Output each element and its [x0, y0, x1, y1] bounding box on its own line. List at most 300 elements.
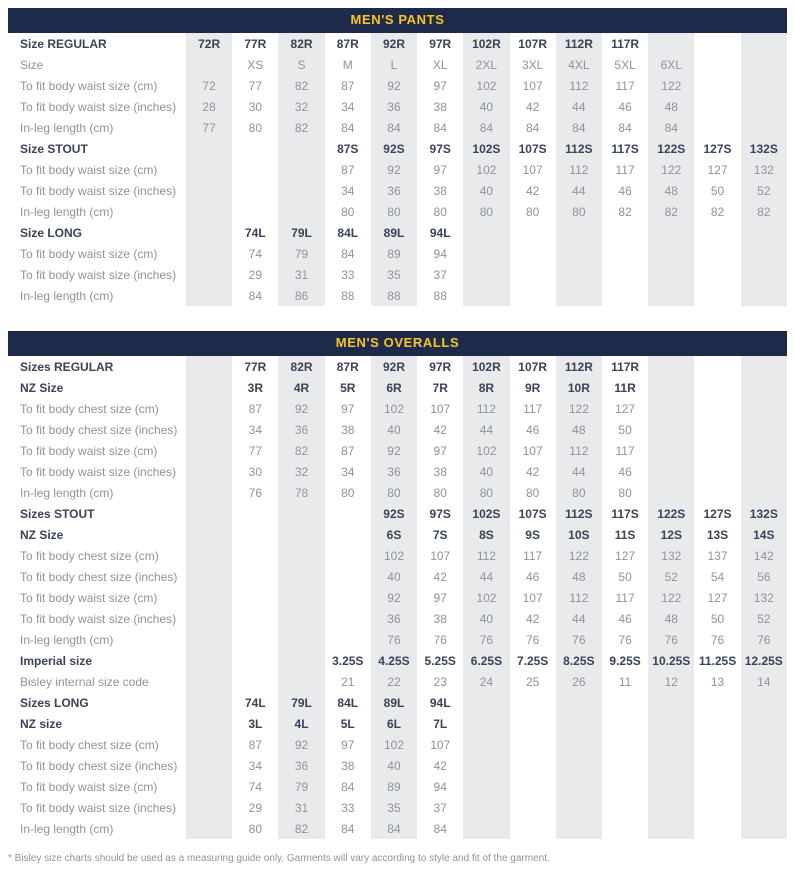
size-value-cell: 74: [248, 246, 262, 261]
empty-cell: [463, 264, 509, 285]
size-value-cell: 84: [248, 288, 262, 303]
empty-cell: [741, 419, 787, 440]
size-value-cell: 42: [525, 611, 540, 626]
size-value-cell: 112: [556, 159, 602, 180]
size-value-cell: 36: [371, 608, 417, 629]
empty-cell: [602, 243, 648, 264]
size-value-cell: 50: [710, 611, 725, 626]
empty-cell: [741, 755, 787, 776]
size-value-cell: 102S: [463, 503, 509, 524]
size-value-cell: 92R: [371, 356, 417, 377]
row-label: To fit body chest size (cm): [20, 737, 159, 752]
empty-cell: [602, 713, 648, 734]
empty-cell: [741, 692, 787, 713]
empty-cell: [278, 608, 324, 629]
size-value-cell: 80: [341, 485, 355, 500]
empty-cell: [325, 566, 371, 587]
empty-cell: [232, 524, 278, 545]
size-value-cell: 34: [341, 464, 355, 479]
size-value-cell: 9.25S: [609, 653, 641, 668]
size-value-cell: 7S: [432, 527, 448, 542]
empty-cell: [186, 776, 232, 797]
size-value-cell: 94: [433, 246, 447, 261]
table-row: [8, 629, 787, 650]
size-value-cell: 76: [371, 629, 417, 650]
empty-cell: [463, 776, 509, 797]
size-value-cell: 112: [463, 545, 509, 566]
empty-cell: [463, 692, 509, 713]
size-value-cell: 82R: [278, 356, 324, 377]
size-value-cell: 30: [248, 464, 262, 479]
empty-cell: [694, 356, 740, 377]
size-value-cell: 50: [710, 183, 725, 198]
empty-cell: [186, 671, 232, 692]
size-value-cell: 84: [618, 120, 632, 135]
table-row: [8, 671, 787, 692]
size-value-cell: 72: [186, 75, 232, 96]
size-value-cell: 42: [525, 183, 540, 198]
size-value-cell: 21: [341, 674, 355, 689]
size-value-cell: 82: [278, 440, 324, 461]
empty-cell: [232, 671, 278, 692]
size-value-cell: 23: [433, 674, 447, 689]
empty-cell: [694, 797, 740, 818]
row-label: To fit body waist size (cm): [20, 78, 158, 93]
size-value-cell: 127: [707, 162, 728, 177]
empty-cell: [510, 734, 556, 755]
size-value-cell: 38: [433, 99, 447, 114]
size-value-cell: 80: [433, 204, 447, 219]
empty-cell: [463, 755, 509, 776]
empty-cell: [694, 377, 740, 398]
empty-cell: [694, 440, 740, 461]
empty-cell: [186, 545, 232, 566]
size-value-cell: 24: [463, 671, 509, 692]
empty-cell: [510, 285, 556, 306]
size-value-cell: 84: [433, 120, 447, 135]
size-value-cell: 78: [278, 482, 324, 503]
size-value-cell: 54: [710, 569, 725, 584]
empty-cell: [463, 818, 509, 839]
empty-cell: [694, 264, 740, 285]
size-value-cell: 3.25S: [332, 653, 364, 668]
empty-cell: [556, 692, 602, 713]
table-row: [8, 419, 787, 440]
size-value-cell: 40: [463, 461, 509, 482]
empty-cell: [694, 285, 740, 306]
size-value-cell: 38: [433, 464, 447, 479]
size-value-cell: 79: [278, 243, 324, 264]
size-value-cell: 46: [525, 569, 540, 584]
empty-cell: [510, 222, 556, 243]
row-label: Size LONG: [20, 225, 83, 240]
row-label: To fit body chest size (inches): [20, 758, 178, 773]
empty-cell: [278, 629, 324, 650]
table-row: [8, 566, 787, 587]
row-label: To fit body waist size (cm): [20, 443, 158, 458]
size-value-cell: 84: [341, 120, 355, 135]
size-value-cell: 117: [523, 548, 543, 563]
size-value-cell: 74L: [244, 225, 266, 240]
empty-cell: [648, 692, 694, 713]
size-value-cell: 6.25S: [463, 650, 509, 671]
size-value-cell: 117: [615, 78, 635, 93]
size-value-cell: XS: [247, 57, 264, 72]
empty-cell: [694, 243, 740, 264]
size-value-cell: 50: [618, 569, 632, 584]
size-value-cell: 6R: [371, 377, 417, 398]
empty-cell: [186, 159, 232, 180]
size-value-cell: 92: [371, 440, 417, 461]
size-value-cell: 26: [556, 671, 602, 692]
empty-cell: [510, 692, 556, 713]
size-value-cell: 8S: [463, 524, 509, 545]
empty-cell: [741, 222, 787, 243]
empty-cell: [694, 117, 740, 138]
table-row: [8, 117, 787, 138]
empty-cell: [186, 377, 232, 398]
size-value-cell: 127: [615, 401, 636, 416]
size-value-cell: 3L: [248, 716, 263, 731]
table-row: [8, 75, 787, 96]
size-value-cell: 80: [556, 201, 602, 222]
size-value-cell: 13S: [706, 527, 729, 542]
size-value-cell: 80: [463, 201, 509, 222]
empty-cell: [325, 629, 371, 650]
empty-cell: [741, 96, 787, 117]
size-value-cell: 40: [463, 180, 509, 201]
empty-cell: [694, 818, 740, 839]
size-value-cell: 42: [433, 422, 447, 437]
size-value-cell: 107: [430, 548, 451, 563]
size-value-cell: 8.25S: [556, 650, 602, 671]
row-label: To fit body waist size (cm): [20, 779, 158, 794]
size-value-cell: 97: [433, 78, 447, 93]
size-value-cell: 32: [278, 461, 324, 482]
size-value-cell: 107: [522, 78, 543, 93]
empty-cell: [186, 54, 232, 75]
size-value-cell: 82: [710, 204, 725, 219]
empty-cell: [602, 692, 648, 713]
empty-cell: [186, 608, 232, 629]
size-value-cell: 80: [371, 201, 417, 222]
empty-cell: [510, 755, 556, 776]
size-value-cell: 34: [341, 99, 355, 114]
empty-cell: [602, 222, 648, 243]
size-value-cell: 77: [248, 443, 262, 458]
size-value-cell: 7.25S: [516, 653, 549, 668]
size-value-cell: 12: [648, 671, 694, 692]
size-value-cell: 48: [648, 180, 694, 201]
empty-cell: [741, 797, 787, 818]
footnote: * Bisley size charts should be used as a measuring guide only. Garments will vary according to style and fit of the garment.: [8, 853, 550, 864]
size-value-cell: 84L: [337, 225, 359, 240]
empty-cell: [556, 818, 602, 839]
size-value-cell: 29: [248, 800, 262, 815]
size-value-cell: 82: [648, 201, 694, 222]
row-label: Imperial size: [20, 653, 93, 668]
empty-cell: [602, 285, 648, 306]
size-value-cell: 40: [463, 96, 509, 117]
size-value-cell: 11: [618, 674, 632, 689]
size-value-cell: 102: [463, 440, 509, 461]
empty-cell: [648, 482, 694, 503]
size-value-cell: 97: [433, 443, 447, 458]
size-value-cell: 86: [278, 285, 324, 306]
size-value-cell: 107: [522, 162, 543, 177]
empty-cell: [186, 692, 232, 713]
size-value-cell: 107S: [518, 506, 547, 521]
row-label: Size: [20, 57, 44, 72]
empty-cell: [186, 440, 232, 461]
size-value-cell: 92: [278, 734, 324, 755]
size-value-cell: 7R: [432, 380, 448, 395]
size-value-cell: 102: [371, 545, 417, 566]
empty-cell: [510, 818, 556, 839]
size-value-cell: 127S: [703, 141, 732, 156]
row-label: To fit body chest size (cm): [20, 548, 159, 563]
table-row: [8, 734, 787, 755]
empty-cell: [232, 503, 278, 524]
size-value-cell: 92R: [371, 33, 417, 54]
empty-cell: [741, 54, 787, 75]
empty-cell: [694, 75, 740, 96]
size-value-cell: 22: [371, 671, 417, 692]
empty-cell: [186, 180, 232, 201]
size-value-cell: 112R: [556, 33, 602, 54]
size-value-cell: 6XL: [648, 54, 694, 75]
empty-cell: [741, 243, 787, 264]
empty-cell: [694, 54, 740, 75]
empty-cell: [556, 734, 602, 755]
empty-cell: [741, 734, 787, 755]
empty-cell: [648, 713, 694, 734]
size-value-cell: 92: [371, 587, 417, 608]
empty-cell: [232, 587, 278, 608]
empty-cell: [186, 629, 232, 650]
size-value-cell: 97: [433, 162, 447, 177]
size-value-cell: 92: [278, 398, 324, 419]
empty-cell: [278, 524, 324, 545]
empty-cell: [186, 222, 232, 243]
row-label: To fit body waist size (inches): [20, 464, 177, 479]
table-row: [8, 264, 787, 285]
table-row: [8, 713, 787, 734]
size-value-cell: 36: [371, 461, 417, 482]
size-value-cell: 82: [278, 117, 324, 138]
size-value-cell: 52: [741, 180, 787, 201]
empty-cell: [186, 398, 232, 419]
size-value-cell: 107: [430, 401, 451, 416]
size-value-cell: 38: [341, 758, 355, 773]
size-value-cell: 13: [710, 674, 725, 689]
empty-cell: [186, 713, 232, 734]
table-row: [8, 692, 787, 713]
size-value-cell: 80: [463, 482, 509, 503]
size-value-cell: 38: [433, 611, 447, 626]
size-value-cell: 40: [371, 755, 417, 776]
size-value-cell: 79: [278, 776, 324, 797]
size-value-cell: 122: [648, 159, 694, 180]
size-value-cell: 4.25S: [371, 650, 417, 671]
empty-cell: [648, 243, 694, 264]
mens-pants-title: MEN'S PANTS: [350, 12, 445, 27]
empty-cell: [186, 755, 232, 776]
empty-cell: [325, 608, 371, 629]
size-value-cell: 76: [248, 485, 262, 500]
empty-cell: [463, 734, 509, 755]
size-value-cell: 5.25S: [424, 653, 456, 668]
empty-cell: [648, 264, 694, 285]
table-row: [8, 96, 787, 117]
empty-cell: [741, 482, 787, 503]
row-label: NZ size: [20, 716, 63, 731]
empty-cell: [694, 734, 740, 755]
empty-cell: [186, 264, 232, 285]
size-value-cell: 46: [618, 464, 632, 479]
size-value-cell: 97R: [429, 36, 452, 51]
size-value-cell: 84: [341, 821, 355, 836]
empty-cell: [741, 356, 787, 377]
empty-cell: [648, 33, 694, 54]
empty-cell: [463, 243, 509, 264]
size-value-cell: 10.25S: [648, 650, 694, 671]
empty-cell: [694, 482, 740, 503]
empty-cell: [741, 285, 787, 306]
empty-cell: [556, 264, 602, 285]
size-value-cell: 112: [556, 440, 602, 461]
size-value-cell: 97: [433, 590, 447, 605]
size-value-cell: 44: [556, 180, 602, 201]
size-value-cell: 82: [741, 201, 787, 222]
size-value-cell: 89: [371, 776, 417, 797]
empty-cell: [186, 356, 232, 377]
size-value-cell: XL: [432, 57, 448, 72]
size-value-cell: 102: [371, 398, 417, 419]
size-value-cell: 34: [248, 758, 262, 773]
size-value-cell: 42: [433, 758, 447, 773]
size-value-cell: 11S: [614, 527, 636, 542]
row-label: In-leg length (cm): [20, 288, 114, 303]
empty-cell: [741, 713, 787, 734]
empty-cell: [186, 587, 232, 608]
size-value-cell: 132S: [741, 138, 787, 159]
size-value-cell: 82R: [278, 33, 324, 54]
table-row: [8, 524, 787, 545]
size-value-cell: 89L: [371, 692, 417, 713]
size-value-cell: 76: [525, 632, 540, 647]
empty-cell: [741, 398, 787, 419]
size-value-cell: 97: [341, 737, 355, 752]
size-value-cell: 12.25S: [741, 650, 787, 671]
size-value-cell: 37: [433, 800, 447, 815]
size-value-cell: 48: [648, 96, 694, 117]
table-row: [8, 180, 787, 201]
table-row: [8, 482, 787, 503]
size-value-cell: 46: [618, 99, 632, 114]
size-value-cell: 117R: [611, 359, 640, 374]
size-value-cell: 44: [463, 566, 509, 587]
empty-cell: [556, 222, 602, 243]
size-value-cell: 38: [341, 422, 355, 437]
table-row: [8, 503, 787, 524]
table-row: [8, 818, 787, 839]
row-label: In-leg length (cm): [20, 821, 114, 836]
size-value-cell: 102R: [463, 356, 509, 377]
size-value-cell: 122: [556, 398, 602, 419]
row-label: To fit body chest size (inches): [20, 422, 178, 437]
size-value-cell: 102R: [463, 33, 509, 54]
size-value-cell: 76: [741, 629, 787, 650]
size-value-cell: 122S: [648, 503, 694, 524]
size-value-cell: 84: [341, 779, 355, 794]
empty-cell: [510, 243, 556, 264]
empty-cell: [186, 503, 232, 524]
size-value-cell: 36: [371, 96, 417, 117]
size-value-cell: 46: [525, 422, 540, 437]
size-value-cell: 56: [741, 566, 787, 587]
size-value-cell: 6S: [371, 524, 417, 545]
table-row: [8, 587, 787, 608]
size-value-cell: 84: [648, 117, 694, 138]
empty-cell: [186, 734, 232, 755]
empty-cell: [463, 285, 509, 306]
empty-cell: [278, 566, 324, 587]
table-row: [8, 545, 787, 566]
size-value-cell: 127: [707, 590, 728, 605]
size-value-cell: 87S: [337, 141, 359, 156]
size-value-cell: 76: [463, 629, 509, 650]
size-value-cell: 94L: [429, 225, 451, 240]
size-value-cell: 42: [525, 99, 540, 114]
size-value-cell: 107: [430, 737, 451, 752]
empty-cell: [694, 222, 740, 243]
empty-cell: [186, 482, 232, 503]
empty-cell: [463, 797, 509, 818]
size-value-cell: 77R: [244, 359, 267, 374]
size-value-cell: 117: [615, 162, 635, 177]
empty-cell: [510, 797, 556, 818]
size-value-cell: 74L: [244, 695, 266, 710]
size-value-cell: 117: [615, 443, 635, 458]
table-row: [8, 356, 787, 377]
empty-cell: [278, 201, 324, 222]
empty-cell: [694, 96, 740, 117]
empty-cell: [278, 159, 324, 180]
size-value-cell: 84: [371, 117, 417, 138]
size-value-cell: 14: [741, 671, 787, 692]
size-value-cell: 112S: [556, 503, 602, 524]
size-value-cell: 5XL: [614, 57, 636, 72]
size-value-cell: 88: [341, 288, 355, 303]
size-value-cell: 122: [556, 545, 602, 566]
size-value-cell: 79L: [278, 222, 324, 243]
size-value-cell: 97S: [429, 506, 451, 521]
empty-cell: [602, 797, 648, 818]
size-value-cell: 34: [248, 422, 262, 437]
row-label: Bisley internal size code: [20, 674, 149, 689]
empty-cell: [741, 75, 787, 96]
size-value-cell: 84L: [337, 695, 359, 710]
size-value-cell: 14S: [741, 524, 787, 545]
size-value-cell: 6L: [371, 713, 417, 734]
row-label: Sizes LONG: [20, 695, 89, 710]
empty-cell: [232, 629, 278, 650]
size-value-cell: 97S: [429, 141, 451, 156]
size-value-cell: 92S: [371, 503, 417, 524]
row-label: To fit body waist size (cm): [20, 246, 158, 261]
size-value-cell: 87: [248, 737, 262, 752]
